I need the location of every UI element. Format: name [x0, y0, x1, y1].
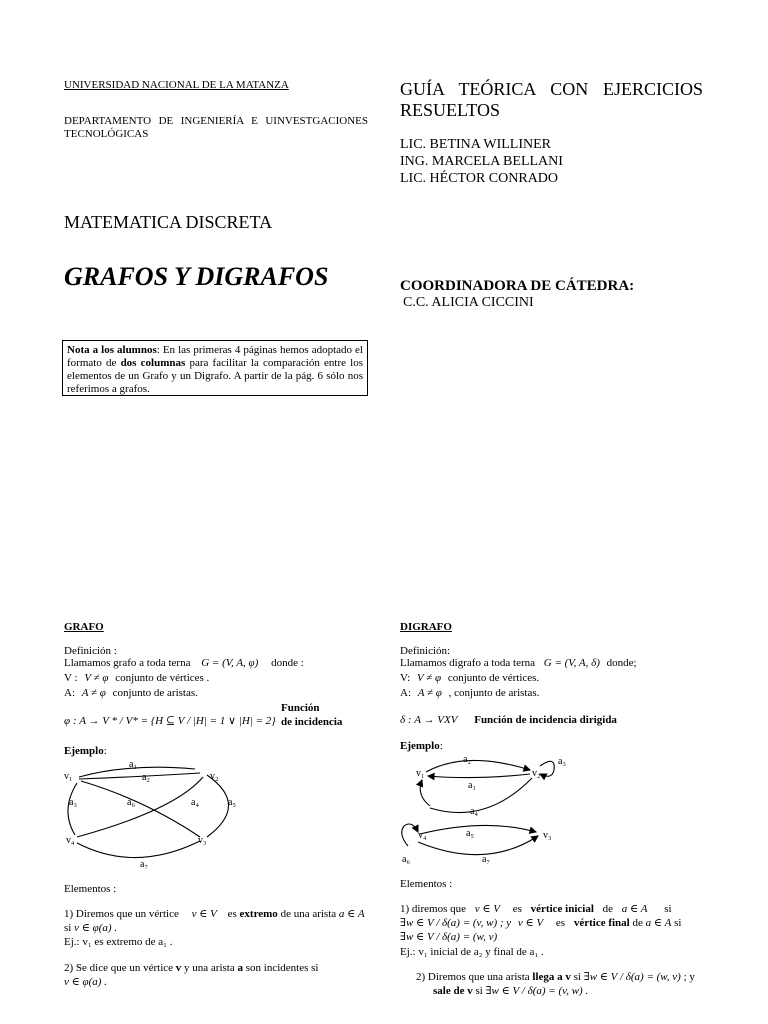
edge-label-a3: a₃ — [69, 797, 77, 808]
grafo-def-formula: G = (V, A, φ) — [201, 657, 259, 669]
grafo-a-tail: conjunto de aristas. — [112, 687, 198, 699]
vertex-v1: v₁ — [64, 771, 73, 782]
arc-a4 — [430, 778, 532, 813]
digrafo-item2-si: si — [573, 971, 581, 983]
grafo-item2-text-3: son incidentes si — [245, 962, 319, 974]
edge-a7 — [77, 841, 200, 858]
grafo-item2-line1 — [64, 962, 318, 975]
grafo-item1-formula-3: v ∈ φ(a) . — [74, 922, 118, 934]
digrafo-item1-formula: v ∈ V — [474, 903, 500, 915]
vertex-v2: v₂ — [532, 768, 541, 779]
edge-label-a3: a₃ — [558, 756, 566, 767]
digrafo-item1-line2 — [400, 917, 681, 930]
digrafo-item1-formula-3: ∃w ∈ V / δ(a) = (v, w) ; y — [400, 917, 512, 929]
grafo-item2-formula: v ∈ φ(a) . — [64, 976, 107, 988]
edge-a5 — [207, 775, 229, 837]
digrafo-item1-formula-5: a ∈ A — [645, 917, 672, 929]
vertex-v3: v₃ — [543, 830, 552, 841]
digrafo-item1-de-2: de — [632, 917, 643, 929]
arc-a3 — [540, 761, 554, 776]
digrafo-v-formula: V ≠ φ — [416, 672, 442, 684]
grafo-item2-text-2: y una arista — [184, 962, 235, 974]
grafo-v-prefix: V : — [64, 672, 78, 684]
digrafo-item1-es: es — [512, 903, 522, 915]
edge-label-a5: a₅ — [466, 828, 474, 839]
grafo-def-label: Definición : — [64, 645, 117, 657]
digrafo-def-text: Llamamos digrafo a toda terna — [400, 657, 536, 669]
grafo-item1-es: es — [227, 908, 237, 920]
edge-label-a7: a₇ — [482, 854, 490, 865]
page-title: GRAFOS Y DIGRAFOS — [64, 262, 329, 291]
edge-label-a6: a₆ — [127, 797, 135, 808]
grafo-a-prefix: A: — [64, 687, 75, 699]
grafo-example-graph — [55, 755, 255, 873]
digrafo-item1-line3: ∃w ∈ V / δ(a) = (w, v) — [400, 931, 498, 943]
coordinator-name: C.C. ALICIA CICCINI — [403, 295, 534, 310]
digrafo-delta-line — [400, 714, 617, 727]
digrafo-example-colon: : — [439, 740, 443, 752]
grafo-elements-label: Elementos : — [64, 883, 117, 895]
grafo-item2-a: a — [237, 962, 243, 974]
grafo-item2-text: 2) Se dice que un vértice — [64, 962, 174, 974]
digrafo-item2-bold: llega a v — [532, 971, 571, 983]
grafo-def-tail: donde : — [271, 657, 304, 669]
vertex-v1: v₁ — [416, 768, 425, 779]
authors-list — [400, 136, 563, 187]
note-text: : En las primeras 4 páginas hemos adoptado el formato de — [67, 344, 363, 369]
arc-a1 — [428, 774, 530, 778]
university-name: UNIVERSIDAD NACIONAL DE LA MATANZA — [64, 79, 289, 91]
author: ING. MARCELA BELLANI — [400, 154, 563, 169]
digrafo-func-label: Función de incidencia dirigida — [474, 714, 617, 726]
grafo-item1-bold: extremo — [239, 908, 278, 920]
grafo-item1-line1 — [64, 908, 368, 921]
digrafo-item2-bold-2: sale de v — [433, 985, 473, 997]
note-box — [62, 340, 368, 396]
department-name: DEPARTAMENTO DE INGENIERÍA E UINVESTGACIONES TECNOLÓGICAS — [64, 115, 368, 140]
vertex-v4: v₄ — [66, 835, 75, 846]
digrafo-item1-example: Ej.: v₁ inicial de a₂ y final de a₁ . — [400, 946, 544, 958]
digrafo-item1-formula-2: a ∈ A — [621, 903, 648, 915]
grafo-v-line — [64, 672, 209, 685]
grafo-def-line — [64, 657, 304, 670]
grafo-func-label-1: Función — [281, 702, 320, 714]
digrafo-item1-line1 — [400, 903, 672, 916]
grafo-v-tail: conjunto de vértices . — [115, 672, 210, 684]
digrafo-item1-si: si — [664, 903, 672, 915]
digrafo-a-prefix: A: — [400, 687, 411, 699]
vertex-v3: v₃ — [198, 835, 207, 846]
grafo-item1-formula-2: a ∈ A — [338, 908, 365, 920]
grafo-func-label-2: de incidencia — [281, 716, 343, 728]
vertex-v4: v₄ — [418, 830, 427, 841]
digrafo-item1-es-2: es — [555, 917, 566, 929]
note-label: Nota a los alumnos — [67, 344, 157, 356]
edge-a1 — [79, 767, 195, 777]
note-text-2: para facilitar la comparación entre los elementos de un Grafo y un Digrafo. A partir de la pág. 6 sólo nos referimos a grafos. — [67, 357, 363, 395]
edge-label-a7: a₇ — [140, 859, 148, 870]
subject-name: MATEMATICA DISCRETA — [64, 212, 273, 232]
edge-a2 — [79, 773, 200, 779]
digrafo-v-tail: conjunto de vértices. — [447, 672, 540, 684]
digrafo-delta-formula: δ : A → VXV — [400, 714, 458, 726]
digrafo-item1-si-2: si — [674, 917, 682, 929]
digrafo-item1-bold: vértice inicial — [530, 903, 594, 915]
edge-label-a4: a₄ — [470, 806, 478, 817]
digrafo-example-graph — [396, 750, 576, 870]
edge-label-a1: a₁ — [468, 780, 476, 791]
grafo-a-formula: A ≠ φ — [81, 687, 106, 699]
arc-a4-curve — [420, 780, 430, 806]
note-bold: dos columnas — [120, 357, 186, 369]
coordinator-label: COORDINADORA DE CÁTEDRA: — [400, 278, 635, 294]
digrafo-v-prefix: V: — [400, 672, 411, 684]
guide-title: GUÍA TEÓRICA CON EJERCICIOS RESUELTOS — [400, 79, 703, 120]
grafo-item1-example: Ej.: v₁ es extremo de a₁ . — [64, 936, 173, 948]
digrafo-item2-formula-2: ∃w ∈ V / δ(a) = (v, w) . — [485, 985, 589, 997]
digrafo-def-formula: G = (V, A, δ) — [543, 657, 600, 669]
grafo-item1-si: si — [64, 922, 72, 934]
grafo-example-colon: : — [103, 745, 107, 757]
digrafo-item2-y: ; y — [680, 971, 695, 983]
grafo-item1-formula: v ∈ V — [191, 908, 217, 920]
digrafo-example-text: Ejemplo — [400, 740, 440, 752]
grafo-v-formula: V ≠ φ — [84, 672, 109, 684]
digrafo-a-line — [400, 687, 539, 700]
digrafo-item1-formula-4: v ∈ V — [517, 917, 544, 929]
grafo-phi-formula: φ : A → V * / V* = {H ⊆ V / |H| = 1 ∨ |H| = 2} — [64, 715, 276, 727]
digrafo-elements-label: Elementos : — [400, 878, 453, 890]
arc-a6 — [402, 824, 418, 846]
edge-label-a5: a₅ — [228, 797, 236, 808]
digrafo-item2-line1 — [416, 971, 695, 984]
digrafo-v-line — [400, 672, 539, 685]
edge-label-a2: a₂ — [463, 754, 471, 765]
vertex-v2: v₂ — [210, 771, 219, 782]
edge-a3 — [68, 783, 77, 835]
grafo-example-text: Ejemplo — [64, 745, 104, 757]
digrafo-item2-text: 2) Diremos que una arista — [416, 971, 530, 983]
digrafo-item2-line2 — [433, 985, 588, 998]
edge-label-a1: a₁ — [129, 759, 137, 770]
digrafo-item2-formula: ∃w ∈ V / δ(a) = (w, v) — [583, 971, 681, 983]
digrafo-a-formula: A ≠ φ — [417, 687, 442, 699]
arc-a7 — [418, 836, 538, 855]
grafo-item1-text: 1) Diremos que un vértice — [64, 908, 179, 920]
grafo-item1-tail: de una arista — [280, 908, 337, 920]
author: LIC. HÉCTOR CONRADO — [400, 171, 559, 186]
grafo-def-text: Llamamos grafo a toda terna — [64, 657, 191, 669]
grafo-a-line — [64, 687, 198, 700]
digrafo-item1-text: 1) diremos que — [400, 903, 466, 915]
digrafo-item1-bold-2: vértice final — [573, 917, 630, 929]
digrafo-def-tail: donde; — [606, 657, 637, 669]
grafo-item2-v: v — [175, 962, 182, 974]
grafo-item1-line2 — [64, 922, 117, 935]
digrafo-item2-si-2: si — [475, 985, 483, 997]
arc-a5 — [420, 825, 536, 834]
edge-a6 — [81, 781, 200, 837]
arc-a2 — [426, 760, 530, 772]
grafo-heading: GRAFO — [64, 621, 104, 633]
digrafo-heading: DIGRAFO — [400, 621, 452, 633]
digrafo-def-line — [400, 657, 637, 670]
edge-label-a6: a₆ — [402, 854, 410, 865]
digrafo-def-label: Definición: — [400, 645, 451, 657]
digrafo-a-tail: , conjunto de aristas. — [448, 687, 540, 699]
author: LIC. BETINA WILLINER — [400, 137, 551, 152]
edge-label-a2: a₂ — [142, 772, 150, 783]
digrafo-item1-de: de — [602, 903, 614, 915]
edge-label-a4: a₄ — [191, 797, 199, 808]
